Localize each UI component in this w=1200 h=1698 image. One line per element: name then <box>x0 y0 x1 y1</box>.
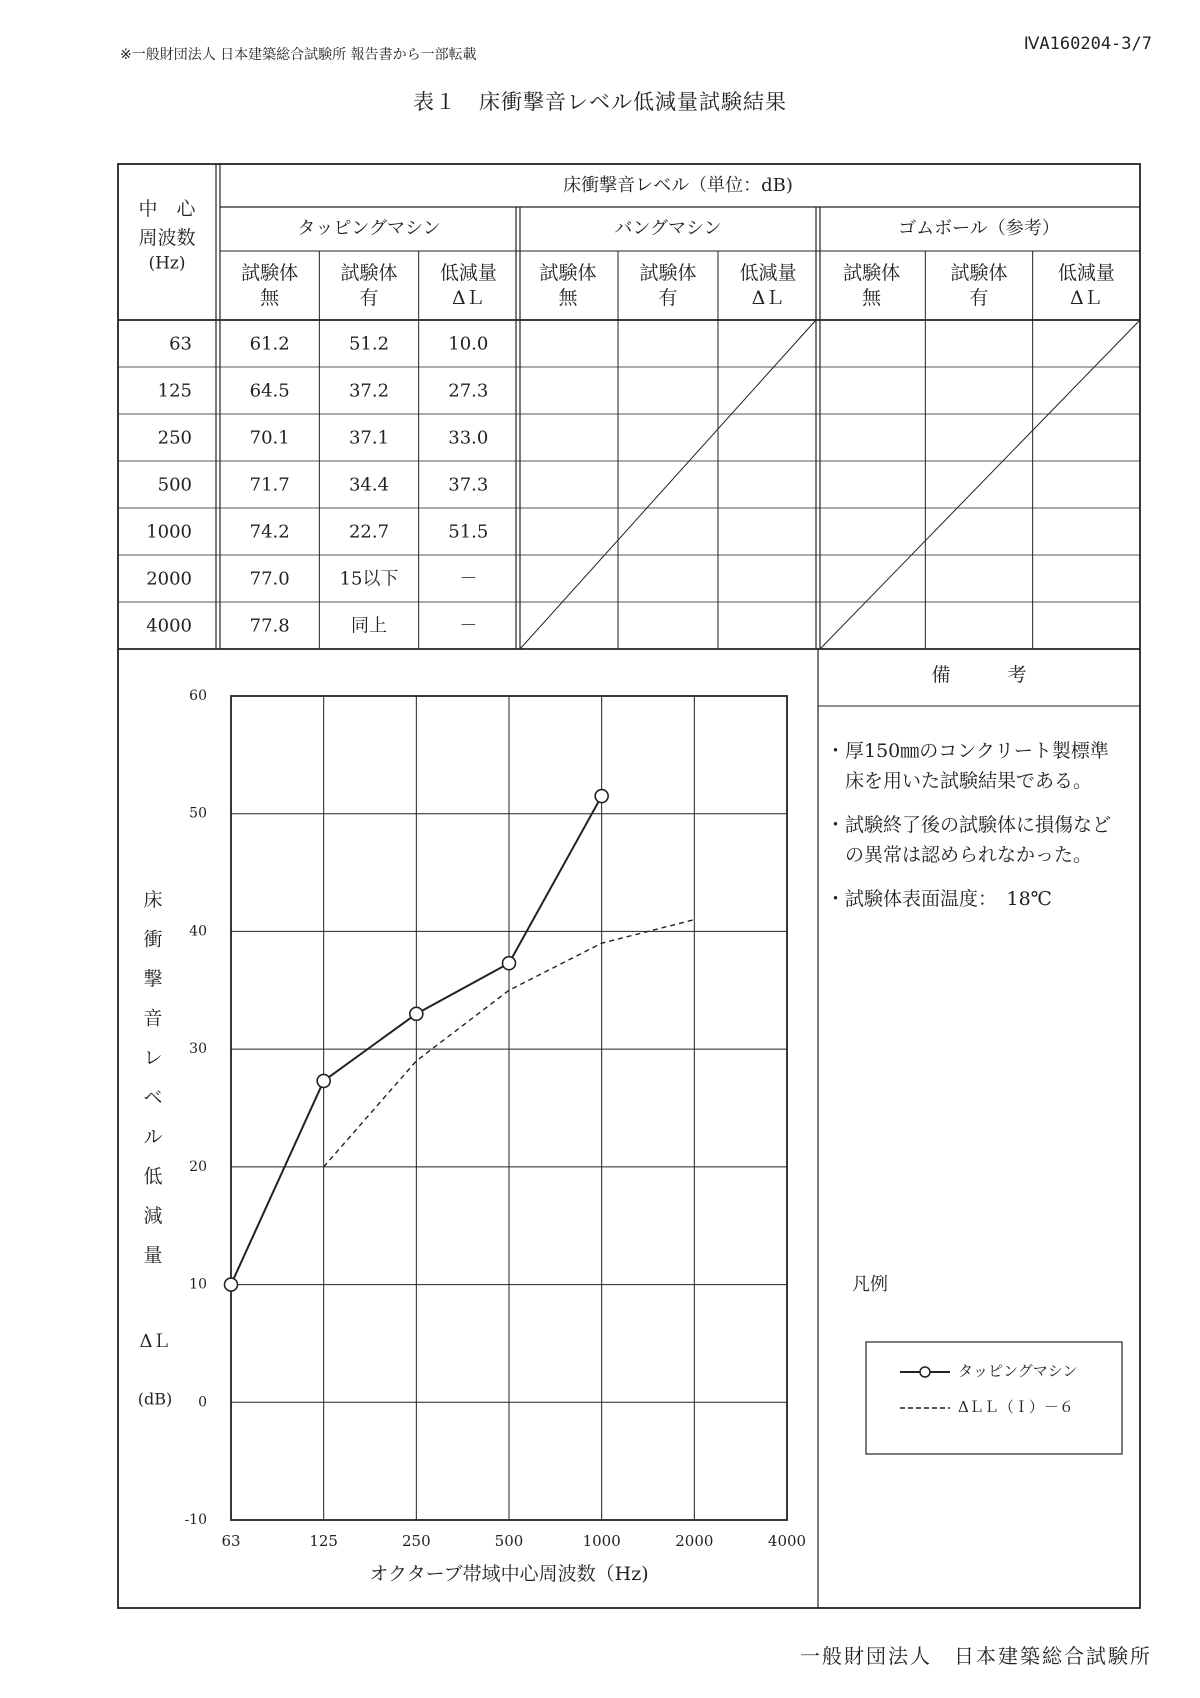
row-frequency: 63 <box>169 333 192 355</box>
cell-with-specimen: 34.4 <box>348 474 390 496</box>
legend-entry-tapping: タッピングマシン <box>958 1362 1078 1380</box>
sub-header-bottom: 無 <box>260 287 280 309</box>
sub-header-top: 試験体 <box>843 262 901 284</box>
cell-reduction: 27.3 <box>448 380 489 402</box>
tapping-data-point <box>503 957 516 970</box>
y-tick-label: 0 <box>198 1394 207 1411</box>
y-tick-label: 40 <box>189 923 207 940</box>
tapping-data-point <box>225 1278 238 1291</box>
remark-line: ・試験終了後の試験体に損傷など <box>826 814 1112 836</box>
sub-header-bottom: ΔＬ <box>451 287 485 309</box>
document-id: ⅣA160204-3/7 <box>1023 34 1152 54</box>
legend-title: 凡例 <box>852 1274 888 1295</box>
y-tick-label: 60 <box>189 688 207 704</box>
tapping-data-point <box>410 1007 423 1020</box>
cell-with-specimen: 同上 <box>351 615 387 637</box>
y-tick-label: 10 <box>189 1276 207 1293</box>
sub-header-top: 低減量 <box>739 262 797 284</box>
sub-header-top: 試験体 <box>950 262 1008 284</box>
row-frequency: 4000 <box>146 615 192 637</box>
y-tick-label: 20 <box>189 1158 207 1175</box>
cell-with-specimen: 15以下 <box>339 568 399 590</box>
cell-without-specimen: 61.2 <box>249 333 290 355</box>
y-axis-label-char: ル <box>143 1126 163 1148</box>
cell-reduction: 10.0 <box>448 333 489 355</box>
cell-with-specimen: 51.2 <box>348 333 390 355</box>
sub-header-top: 試験体 <box>241 262 299 284</box>
cell-without-specimen: 74.2 <box>249 521 290 543</box>
y-axis-label-char: 床 <box>143 889 163 911</box>
legend-entry-reference: ΔＬＬ（Ｉ）－６ <box>958 1398 1074 1416</box>
y-axis-label-symbol: ΔＬ <box>139 1331 171 1352</box>
sub-header-bottom: 有 <box>658 287 678 309</box>
level-header: 床衝撃音レベル（単位：dB) <box>563 175 793 196</box>
cell-with-specimen: 37.2 <box>348 380 390 402</box>
legend-circle-marker <box>920 1367 930 1377</box>
cell-reduction: 37.3 <box>448 474 489 496</box>
x-tick-label: 63 <box>221 1532 241 1550</box>
cell-with-specimen: 37.1 <box>348 427 390 449</box>
row-frequency: 500 <box>157 474 192 496</box>
remarks-title: 備 考 <box>931 664 1027 686</box>
y-axis-label-char: 量 <box>143 1244 163 1267</box>
remark-line: ・試験体表面温度： 18℃ <box>826 888 1052 910</box>
cell-reduction: － <box>459 615 478 637</box>
remark-line: ・厚150㎜のコンクリート製標準 <box>826 740 1109 762</box>
sub-header-bottom: 有 <box>969 287 989 309</box>
cell-without-specimen: 64.5 <box>249 380 290 402</box>
y-axis-label-char: 衝 <box>143 928 163 951</box>
cell-without-specimen: 77.0 <box>249 568 290 590</box>
group-header: タッピングマシン <box>297 218 441 239</box>
y-axis-label-char: ベ <box>143 1086 163 1109</box>
freq-header-line1: 中 心 <box>138 198 196 220</box>
group-header: ゴムボール（参考） <box>898 218 1060 239</box>
reprint-note: ※一般財団法人 日本建築総合試験所 報告書から一部転載 <box>120 47 477 63</box>
x-tick-label: 500 <box>494 1532 524 1550</box>
sub-header-top: 試験体 <box>639 262 697 284</box>
empty-group-diagonal <box>520 320 816 649</box>
cell-with-specimen: 22.7 <box>348 521 390 543</box>
empty-group-diagonal <box>820 320 1140 649</box>
sub-header-bottom: ΔＬ <box>751 287 785 309</box>
y-axis-label-char: 減 <box>143 1205 163 1227</box>
group-header: バングマシン <box>614 218 722 239</box>
y-tick-label: 50 <box>189 805 207 822</box>
cell-reduction: 33.0 <box>448 427 489 449</box>
x-axis-label: オクターブ帯域中心周波数（Hz) <box>369 1563 649 1585</box>
x-tick-label: 1000 <box>582 1532 621 1550</box>
x-tick-label: 250 <box>402 1532 431 1550</box>
x-tick-label: 4000 <box>767 1532 807 1550</box>
y-axis-label-unit: (dB) <box>137 1389 173 1409</box>
sub-header-bottom: 無 <box>862 287 882 309</box>
row-frequency: 1000 <box>146 521 192 543</box>
row-frequency: 2000 <box>146 568 192 590</box>
y-axis-label-char: レ <box>143 1047 163 1069</box>
tapping-data-point <box>595 790 608 803</box>
freq-header-line2: 周波数 <box>138 227 196 249</box>
remark-line: の異常は認められなかった。 <box>826 844 1093 866</box>
sub-header-top: 試験体 <box>539 262 597 284</box>
y-tick-label: -10 <box>184 1512 207 1528</box>
cell-without-specimen: 71.7 <box>249 474 290 496</box>
cell-without-specimen: 77.8 <box>249 615 290 637</box>
sub-header-bottom: ΔＬ <box>1069 287 1103 309</box>
cell-reduction: 51.5 <box>448 521 489 543</box>
cell-without-specimen: 70.1 <box>249 427 290 449</box>
y-axis-label-char: 撃 <box>143 968 163 990</box>
x-tick-label: 125 <box>309 1532 338 1550</box>
y-axis-label-char: 低 <box>143 1165 163 1188</box>
cell-reduction: － <box>459 568 478 590</box>
page-title: 表１ 床衝撃音レベル低減量試験結果 <box>413 90 787 114</box>
sub-header-top: 試験体 <box>340 262 398 284</box>
tapping-data-point <box>317 1074 330 1087</box>
y-axis-label-char: 音 <box>143 1007 163 1030</box>
footer-organization: 一般財団法人 日本建築総合試験所 <box>800 1644 1152 1668</box>
sub-header-bottom: 無 <box>558 287 578 309</box>
x-tick-label: 2000 <box>675 1532 714 1550</box>
sub-header-bottom: 有 <box>359 287 379 309</box>
row-frequency: 250 <box>157 427 192 449</box>
row-frequency: 125 <box>157 380 192 402</box>
sub-header-top: 低減量 <box>439 262 497 284</box>
freq-header-line3: (Hz) <box>148 253 186 274</box>
remark-line: 床を用いた試験結果である。 <box>826 770 1093 792</box>
y-tick-label: 30 <box>189 1041 207 1058</box>
sub-header-top: 低減量 <box>1057 262 1115 284</box>
